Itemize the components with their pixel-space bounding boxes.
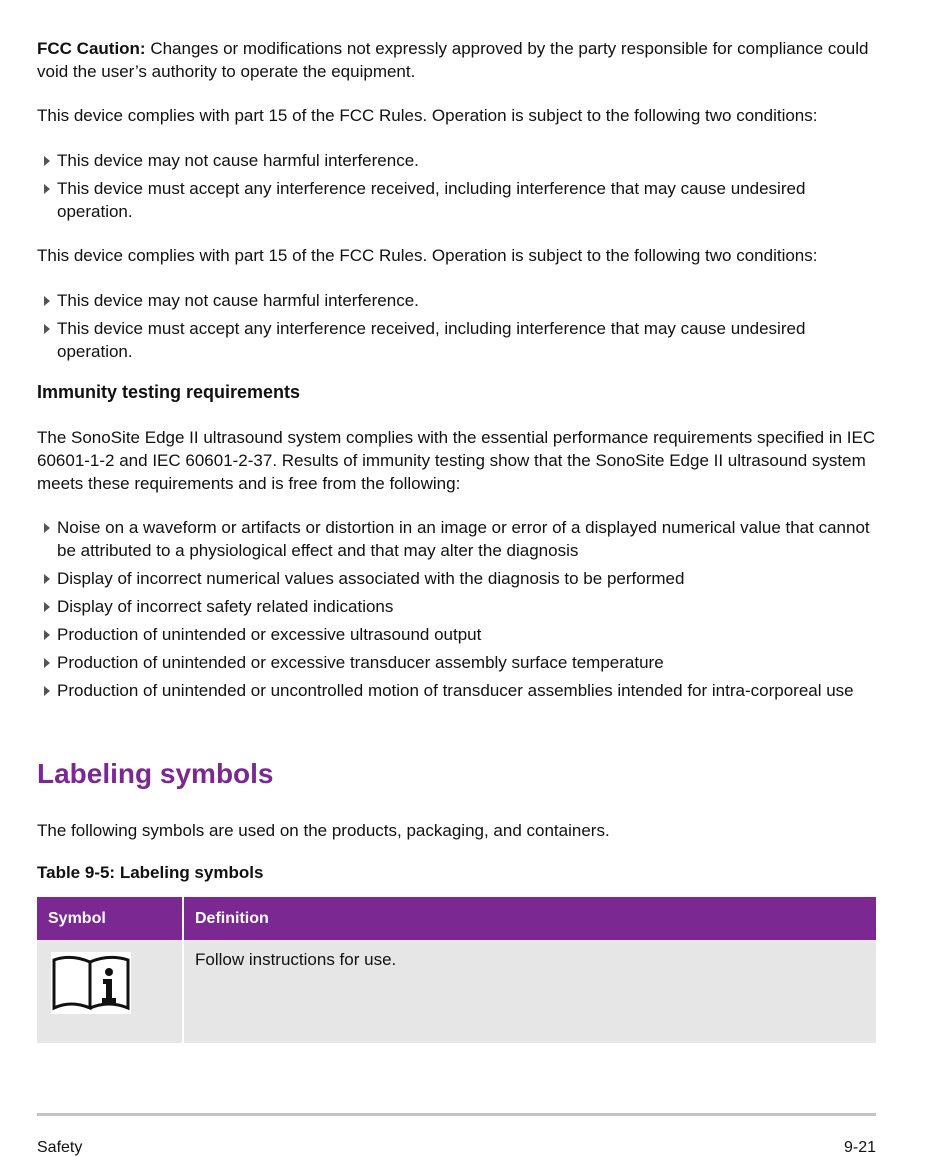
part15-para-2: This device complies with part 15 of the FCC Rules. Operation is subject to the following two conditions: xyxy=(37,246,818,265)
list-item: This device must accept any interference received, including interference that may cause undesired operation. xyxy=(37,317,879,363)
fcc-caution-text: Changes or modifications not expressly approved by the party responsible for compliance could void the user’s authority to operate the equipment. xyxy=(37,39,869,81)
column-header-definition: Definition xyxy=(183,897,876,940)
symbol-cell xyxy=(37,940,183,1043)
footer-divider xyxy=(37,1113,876,1116)
definition-cell: Follow instructions for use. xyxy=(183,940,876,1043)
list-item: This device may not cause harmful interference. xyxy=(37,289,879,312)
column-header-symbol: Symbol xyxy=(37,897,183,940)
part15-para-1: This device complies with part 15 of the FCC Rules. Operation is subject to the following two conditions: xyxy=(37,106,818,125)
list-item: Production of unintended or excessive ultrasound output xyxy=(37,623,879,646)
book-info-icon xyxy=(51,952,131,1014)
fcc-caution xyxy=(37,37,879,83)
immunity-heading: Immunity testing requirements xyxy=(37,382,301,402)
part15-list-2 xyxy=(37,289,879,368)
labeling-heading: Labeling symbols xyxy=(37,758,274,789)
labeling-table xyxy=(37,897,876,1043)
list-item: Production of unintended or excessive transducer assembly surface temperature xyxy=(37,651,879,674)
list-item: Display of incorrect safety related indications xyxy=(37,595,879,618)
fcc-caution-label: FCC Caution: xyxy=(37,39,146,58)
table-caption: Table 9-5: Labeling symbols xyxy=(37,863,264,882)
footer-page-number: 9-21 xyxy=(843,1139,876,1156)
immunity-para: The SonoSite Edge II ultrasound system complies with the essential performance requirements specified in IEC 60601-1-2 and IEC 60601-2-37. Results of immunity testing show that the SonoSite Edge II ultrasound system meets these requirements and is free from the following: xyxy=(37,428,876,493)
table-row xyxy=(37,940,876,1043)
list-item: Noise on a waveform or artifacts or distortion in an image or error of a displayed numerical value that cannot be attributed to a physiological effect and that may alter the diagnosis xyxy=(37,516,879,562)
part15-list-1 xyxy=(37,149,879,228)
list-item: This device must accept any interference received, including interference that may cause undesired operation. xyxy=(37,177,879,223)
immunity-list xyxy=(37,516,879,707)
list-item: This device may not cause harmful interference. xyxy=(37,149,879,172)
table-header xyxy=(37,897,876,940)
list-item: Production of unintended or uncontrolled motion of transducer assemblies intended for intra-corporeal use xyxy=(37,679,879,702)
labeling-para: The following symbols are used on the products, packaging, and containers. xyxy=(37,821,610,840)
footer-section: Safety xyxy=(37,1139,83,1156)
list-item: Display of incorrect numerical values associated with the diagnosis to be performed xyxy=(37,567,879,590)
